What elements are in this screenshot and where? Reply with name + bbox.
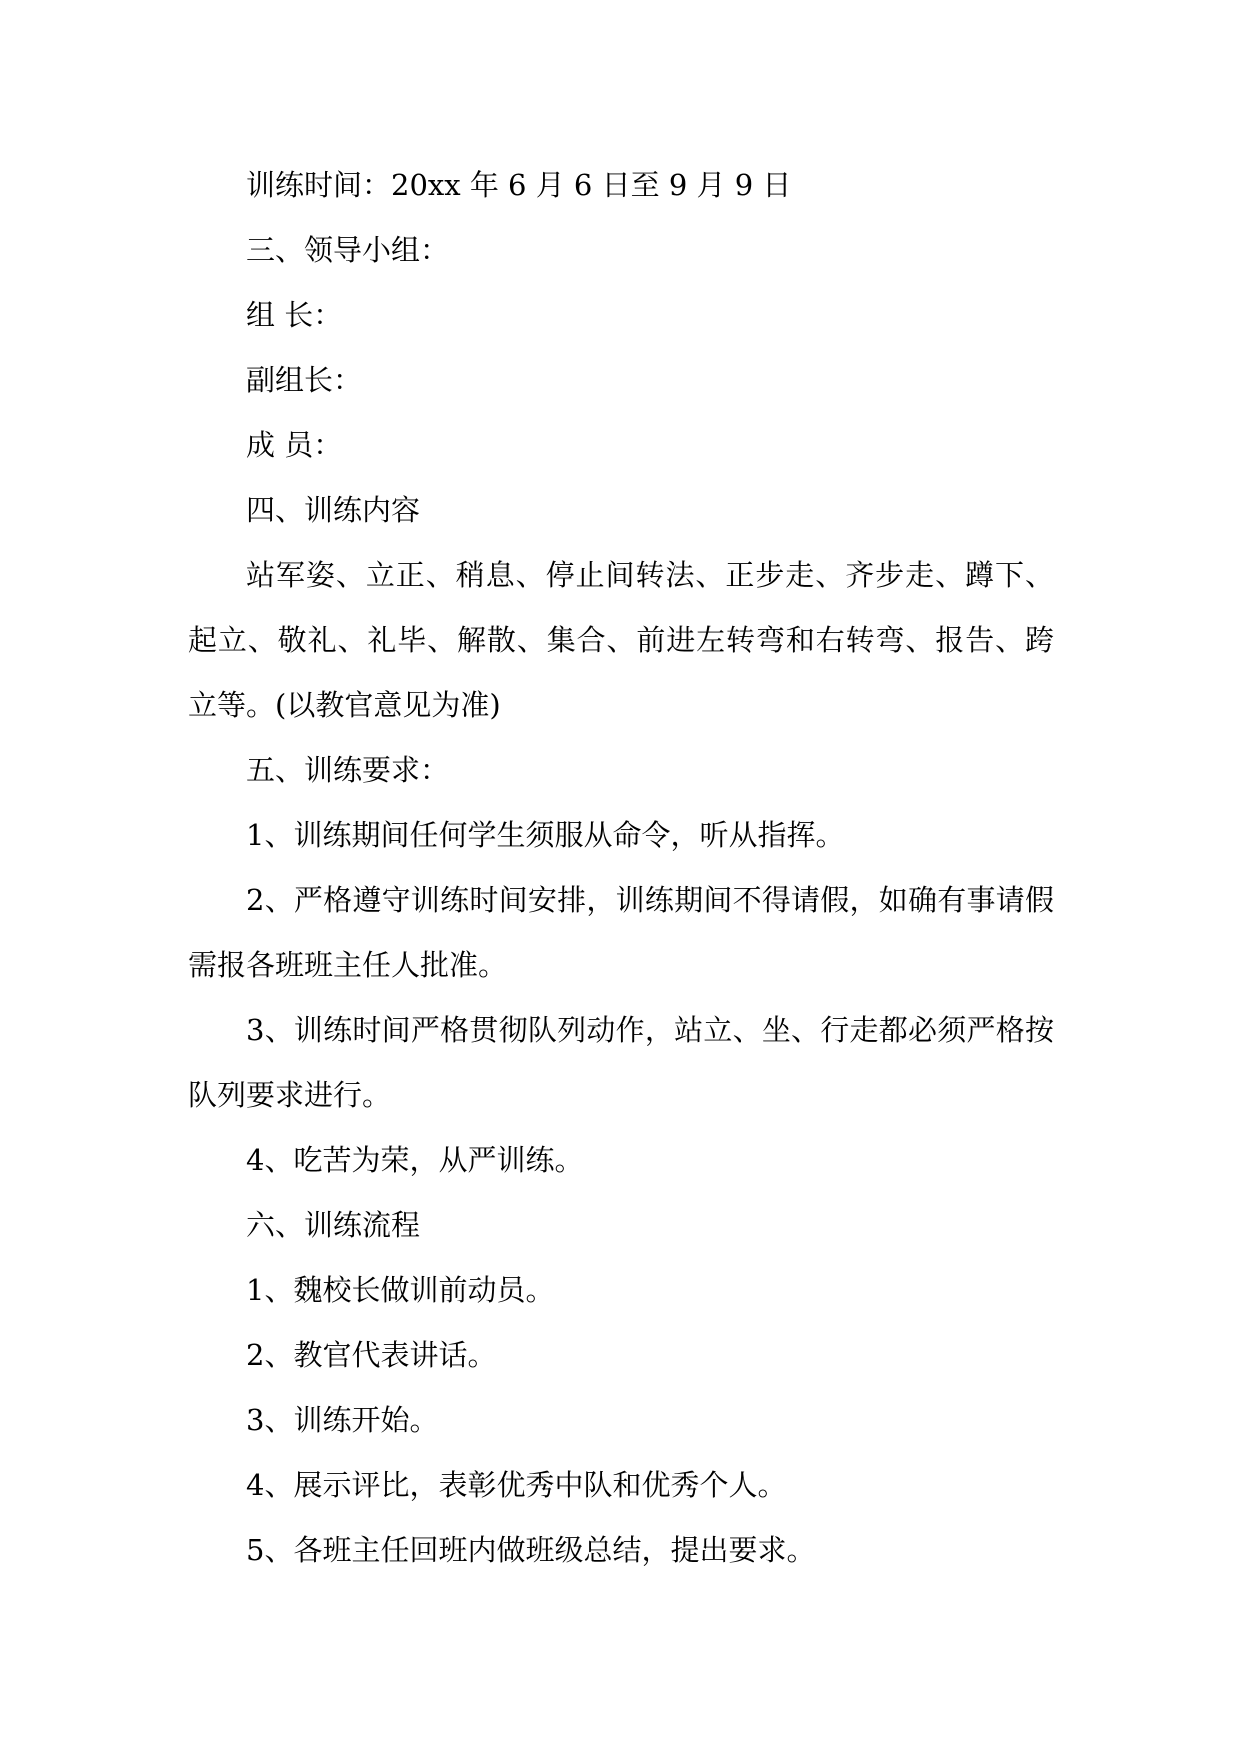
section-heading-requirements: 五、训练要求：	[246, 753, 450, 787]
section-heading-process: 六、训练流程	[246, 1208, 421, 1242]
training-content-text: 站军姿、立正、稍息、停止间转法、正步走、齐步走、蹲下、起立、敬礼、礼毕、解散、集合、前进左转弯和右转弯、报告、跨立等。(以教官意见为准)	[188, 558, 1054, 722]
document-body	[188, 153, 1054, 1583]
process-item-5: 5、各班主任回班内做班级总结，提出要求。	[246, 1533, 816, 1567]
requirement-item-1: 1、训练期间任何学生须服从命令，听从指挥。	[246, 818, 845, 852]
process-item-2: 2、教官代表讲话。	[246, 1338, 497, 1372]
section-heading-content: 四、训练内容	[246, 493, 421, 527]
section-heading-leadership: 三、领导小组：	[246, 233, 450, 267]
process-item-3: 3、训练开始。	[246, 1403, 439, 1437]
members-line: 成 员：	[246, 428, 343, 462]
requirement-item-4: 4、吃苦为荣，从严训练。	[246, 1143, 584, 1177]
deputy-leader-line: 副组长：	[246, 363, 363, 397]
process-item-1: 1、魏校长做训前动员。	[246, 1273, 555, 1307]
process-item-4: 4、展示评比，表彰优秀中队和优秀个人。	[246, 1468, 787, 1502]
group-leader-line: 组 长：	[246, 298, 343, 332]
training-time: 训练时间：20xx 年 6 月 6 日至 9 月 9 日	[246, 168, 792, 202]
requirement-item-3: 3、训练时间严格贯彻队列动作，站立、坐、行走都必须严格按队列要求进行。	[188, 1013, 1054, 1112]
requirement-item-2: 2、严格遵守训练时间安排，训练期间不得请假，如确有事请假需报各班班主任人批准。	[188, 883, 1054, 982]
